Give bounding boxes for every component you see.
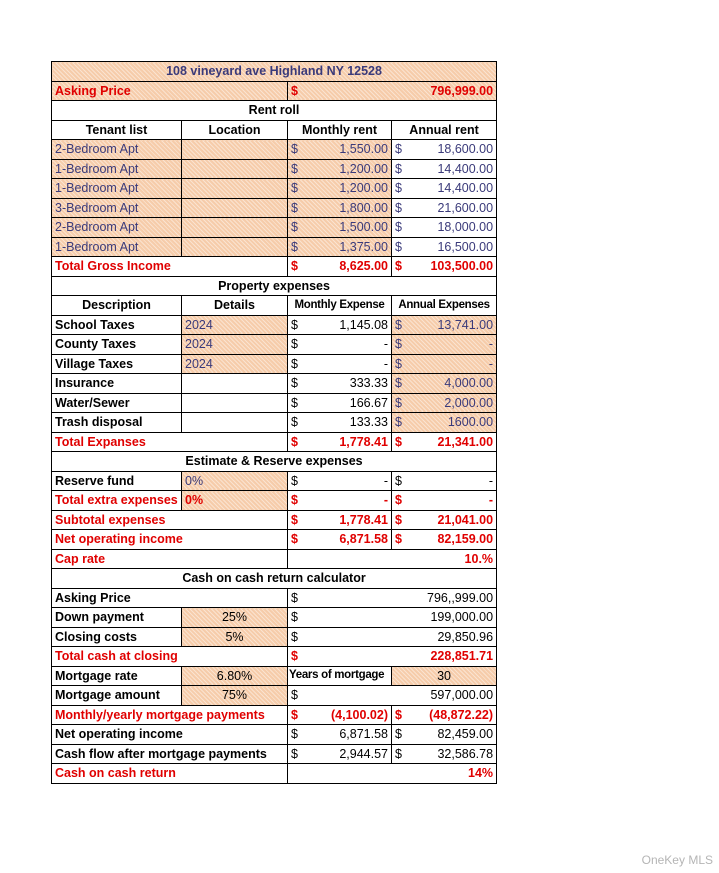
total-cash-row xyxy=(52,647,497,667)
mortgage-amount-label: Mortgage amount xyxy=(52,686,182,706)
closing-costs-value: 29,850.96 xyxy=(437,629,494,644)
years-of-mortgage-label: Years of mortgage xyxy=(288,666,392,686)
currency-symbol: $ xyxy=(395,434,402,449)
reserve-fund-row xyxy=(52,471,497,491)
noi-annual: 82,159.00 xyxy=(437,532,494,547)
expense-description: Insurance xyxy=(52,374,182,394)
noi-monthly: 6,871.58 xyxy=(339,532,388,547)
closing-costs-pct: 5% xyxy=(182,627,288,647)
sheet-title: 108 vineyard ave Highland NY 12528 xyxy=(52,62,497,82)
expense-row xyxy=(52,335,497,355)
currency-symbol: $ xyxy=(395,317,402,332)
cash-noi-label: Net operating income xyxy=(52,725,288,745)
currency-symbol: $ xyxy=(291,493,298,508)
tenant-type: 1-Bedroom Apt xyxy=(52,179,182,199)
tenant-type: 1-Bedroom Apt xyxy=(52,159,182,179)
total-gross-annual: 103,500.00 xyxy=(430,259,494,274)
total-gross-income-label: Total Gross Income xyxy=(52,257,288,277)
total-cash-value: 228,851.71 xyxy=(430,649,494,664)
mortgage-payments-annual: (48,872.22) xyxy=(429,707,494,722)
cash-on-cash-label: Cash on cash return xyxy=(52,764,288,784)
cash-flow-monthly: 2,944.57 xyxy=(339,746,388,761)
cash-calculator-header xyxy=(52,569,497,589)
annual-rent: 21,600.00 xyxy=(437,200,494,215)
currency-symbol: $ xyxy=(395,356,402,371)
property-analysis-sheet xyxy=(51,61,497,784)
tenant-type: 2-Bedroom Apt xyxy=(52,140,182,160)
monthly-expense: 333.33 xyxy=(349,376,388,391)
cash-on-cash-value: 14% xyxy=(288,764,497,784)
annual-expense: 4,000.00 xyxy=(444,376,494,391)
monthly-expense: 166.67 xyxy=(349,395,388,410)
monthly-expense: - xyxy=(383,337,388,352)
currency-symbol: $ xyxy=(395,142,402,157)
col-details: Details xyxy=(182,296,288,316)
down-payment-value: 199,000.00 xyxy=(430,610,494,625)
mortgage-amount-row xyxy=(52,686,497,706)
currency-symbol: $ xyxy=(291,649,298,664)
total-gross-income-row xyxy=(52,257,497,277)
tenant-type: 1-Bedroom Apt xyxy=(52,237,182,257)
tenant-location xyxy=(182,198,288,218)
cash-calculator-title: Cash on cash return calculator xyxy=(52,569,497,589)
down-payment-label: Down payment xyxy=(52,608,182,628)
expense-row xyxy=(52,393,497,413)
currency-symbol: $ xyxy=(291,239,298,254)
currency-symbol: $ xyxy=(291,220,298,235)
col-monthly-expense: Monthly Expense xyxy=(288,296,392,316)
monthly-expense: 1,145.08 xyxy=(339,317,388,332)
expense-row xyxy=(52,315,497,335)
currency-symbol: $ xyxy=(395,161,402,176)
reserve-fund-monthly: - xyxy=(383,473,388,488)
currency-symbol: $ xyxy=(291,512,298,527)
cash-flow-label: Cash flow after mortgage payments xyxy=(52,744,288,764)
cash-flow-row xyxy=(52,744,497,764)
expense-details xyxy=(182,413,288,433)
currency-symbol: $ xyxy=(291,376,298,391)
expense-description: School Taxes xyxy=(52,315,182,335)
cash-asking-label: Asking Price xyxy=(52,588,288,608)
extra-expenses-annual: - xyxy=(488,493,494,508)
asking-price-value: 796,999.00 xyxy=(430,83,494,98)
expenses-columns xyxy=(52,296,497,316)
col-annual-expenses: Annual Expenses xyxy=(392,296,497,316)
expense-description: County Taxes xyxy=(52,335,182,355)
title-row xyxy=(52,62,497,82)
subtotal-expenses-label: Subtotal expenses xyxy=(52,510,288,530)
tenant-location xyxy=(182,140,288,160)
monthly-rent: 1,550.00 xyxy=(339,142,388,157)
extra-expenses-label: Total extra expenses xyxy=(52,491,182,511)
subtotal-expenses-annual: 21,041.00 xyxy=(437,512,494,527)
expense-row xyxy=(52,354,497,374)
currency-symbol: $ xyxy=(291,707,298,722)
expense-details: 2024 xyxy=(182,335,288,355)
rent-roll-row xyxy=(52,140,497,160)
expense-row xyxy=(52,413,497,433)
currency-symbol: $ xyxy=(395,532,402,547)
currency-symbol: $ xyxy=(395,727,402,742)
reserve-fund-label: Reserve fund xyxy=(52,471,182,491)
cash-noi-monthly: 6,871.58 xyxy=(339,727,388,742)
monthly-expense: - xyxy=(383,356,388,371)
cash-asking-row xyxy=(52,588,497,608)
currency-symbol: $ xyxy=(291,415,298,430)
rent-roll-columns xyxy=(52,120,497,140)
closing-costs-label: Closing costs xyxy=(52,627,182,647)
cash-on-cash-row xyxy=(52,764,497,784)
currency-symbol: $ xyxy=(395,376,402,391)
expense-details xyxy=(182,374,288,394)
currency-symbol: $ xyxy=(291,590,298,605)
mortgage-payments-monthly: (4,100.02) xyxy=(331,707,388,722)
expense-description: Water/Sewer xyxy=(52,393,182,413)
currency-symbol: $ xyxy=(291,629,298,644)
col-description: Description xyxy=(52,296,182,316)
currency-symbol: $ xyxy=(291,746,298,761)
mortgage-payments-label: Monthly/yearly mortgage payments xyxy=(52,705,288,725)
years-of-mortgage-value: 30 xyxy=(392,666,497,686)
currency-symbol: $ xyxy=(395,707,402,722)
annual-rent: 14,400.00 xyxy=(437,161,494,176)
annual-expense: 2,000.00 xyxy=(444,395,494,410)
reserve-fund-pct: 0% xyxy=(182,471,288,491)
annual-expense: 1600.00 xyxy=(447,415,494,430)
asking-price-label: Asking Price xyxy=(52,81,288,101)
annual-expense: - xyxy=(488,337,494,352)
expense-rows xyxy=(52,315,497,432)
cash-noi-annual: 82,459.00 xyxy=(437,727,494,742)
cap-rate-row xyxy=(52,549,497,569)
currency-symbol: $ xyxy=(291,688,298,703)
monthly-rent: 1,500.00 xyxy=(339,220,388,235)
currency-symbol: $ xyxy=(395,337,402,352)
currency-symbol: $ xyxy=(291,395,298,410)
currency-symbol: $ xyxy=(291,181,298,196)
currency-symbol: $ xyxy=(395,239,402,254)
mortgage-rate-row xyxy=(52,666,497,686)
noi-label: Net operating income xyxy=(52,530,288,550)
annual-rent: 18,600.00 xyxy=(437,142,494,157)
currency-symbol: $ xyxy=(395,200,402,215)
reserve-fund-annual: - xyxy=(488,473,494,488)
tenant-type: 2-Bedroom Apt xyxy=(52,218,182,238)
rent-roll-row xyxy=(52,237,497,257)
col-monthly-rent: Monthly rent xyxy=(288,120,392,140)
rent-roll-row xyxy=(52,159,497,179)
extra-expenses-pct: 0% xyxy=(182,491,288,511)
tenant-location xyxy=(182,237,288,257)
mortgage-rate-label: Mortgage rate xyxy=(52,666,182,686)
annual-rent: 18,000.00 xyxy=(437,220,494,235)
total-expenses-label: Total Expanses xyxy=(52,432,288,452)
down-payment-row xyxy=(52,608,497,628)
currency-symbol: $ xyxy=(291,610,298,625)
expense-details: 2024 xyxy=(182,315,288,335)
monthly-expense: 133.33 xyxy=(349,415,388,430)
tenant-location xyxy=(182,159,288,179)
col-annual-rent: Annual rent xyxy=(392,120,497,140)
cap-rate-value: 10.% xyxy=(288,549,497,569)
currency-symbol: $ xyxy=(291,142,298,157)
onekey-mls-watermark: OneKey MLS xyxy=(641,853,713,867)
col-tenant-list: Tenant list xyxy=(52,120,182,140)
currency-symbol: $ xyxy=(395,473,402,488)
total-expenses-annual: 21,341.00 xyxy=(437,434,494,449)
tenant-location xyxy=(182,179,288,199)
subtotal-expenses-row xyxy=(52,510,497,530)
rent-roll-row xyxy=(52,218,497,238)
monthly-rent: 1,800.00 xyxy=(339,200,388,215)
currency-symbol: $ xyxy=(291,83,298,98)
cash-asking-value: 796,,999.00 xyxy=(427,590,494,605)
extra-expenses-monthly: - xyxy=(383,493,388,508)
currency-symbol: $ xyxy=(395,746,402,761)
monthly-rent: 1,375.00 xyxy=(339,239,388,254)
total-gross-monthly: 8,625.00 xyxy=(339,259,388,274)
annual-expense: - xyxy=(488,356,494,371)
subtotal-expenses-monthly: 1,778.41 xyxy=(339,512,388,527)
rent-roll-rows xyxy=(52,140,497,257)
closing-costs-row xyxy=(52,627,497,647)
currency-symbol: $ xyxy=(395,220,402,235)
asking-price-row xyxy=(52,81,497,101)
total-expenses-monthly: 1,778.41 xyxy=(339,434,388,449)
rent-roll-row xyxy=(52,198,497,218)
monthly-rent: 1,200.00 xyxy=(339,181,388,196)
rent-roll-title: Rent roll xyxy=(52,101,497,121)
mortgage-amount-pct: 75% xyxy=(182,686,288,706)
currency-symbol: $ xyxy=(291,434,298,449)
currency-symbol: $ xyxy=(395,493,402,508)
expense-row xyxy=(52,374,497,394)
extra-expenses-row xyxy=(52,491,497,511)
col-location: Location xyxy=(182,120,288,140)
cap-rate-label: Cap rate xyxy=(52,549,288,569)
noi-row xyxy=(52,530,497,550)
cash-flow-annual: 32,586.78 xyxy=(437,746,494,761)
currency-symbol: $ xyxy=(291,356,298,371)
annual-expense: 13,741.00 xyxy=(437,317,494,332)
currency-symbol: $ xyxy=(291,259,298,274)
currency-symbol: $ xyxy=(291,727,298,742)
property-expenses-title: Property expenses xyxy=(52,276,497,296)
currency-symbol: $ xyxy=(291,317,298,332)
expense-description: Village Taxes xyxy=(52,354,182,374)
total-cash-label: Total cash at closing xyxy=(52,647,288,667)
currency-symbol: $ xyxy=(395,395,402,410)
currency-symbol: $ xyxy=(395,181,402,196)
property-expenses-header xyxy=(52,276,497,296)
expense-description: Trash disposal xyxy=(52,413,182,433)
rent-roll-header xyxy=(52,101,497,121)
expense-details xyxy=(182,393,288,413)
currency-symbol: $ xyxy=(395,512,402,527)
currency-symbol: $ xyxy=(291,337,298,352)
currency-symbol: $ xyxy=(395,259,402,274)
monthly-rent: 1,200.00 xyxy=(339,161,388,176)
tenant-location xyxy=(182,218,288,238)
expense-details: 2024 xyxy=(182,354,288,374)
mortgage-rate-pct: 6.80% xyxy=(182,666,288,686)
annual-rent: 16,500.00 xyxy=(437,239,494,254)
rent-roll-row xyxy=(52,179,497,199)
cash-noi-row xyxy=(52,725,497,745)
annual-rent: 14,400.00 xyxy=(437,181,494,196)
mortgage-amount-value: 597,000.00 xyxy=(430,688,494,703)
currency-symbol: $ xyxy=(395,415,402,430)
reserve-title: Estimate & Reserve expenses xyxy=(52,452,497,472)
mortgage-payments-row xyxy=(52,705,497,725)
tenant-type: 3-Bedroom Apt xyxy=(52,198,182,218)
currency-symbol: $ xyxy=(291,532,298,547)
currency-symbol: $ xyxy=(291,161,298,176)
currency-symbol: $ xyxy=(291,200,298,215)
total-expenses-row xyxy=(52,432,497,452)
down-payment-pct: 25% xyxy=(182,608,288,628)
currency-symbol: $ xyxy=(291,473,298,488)
reserve-header xyxy=(52,452,497,472)
